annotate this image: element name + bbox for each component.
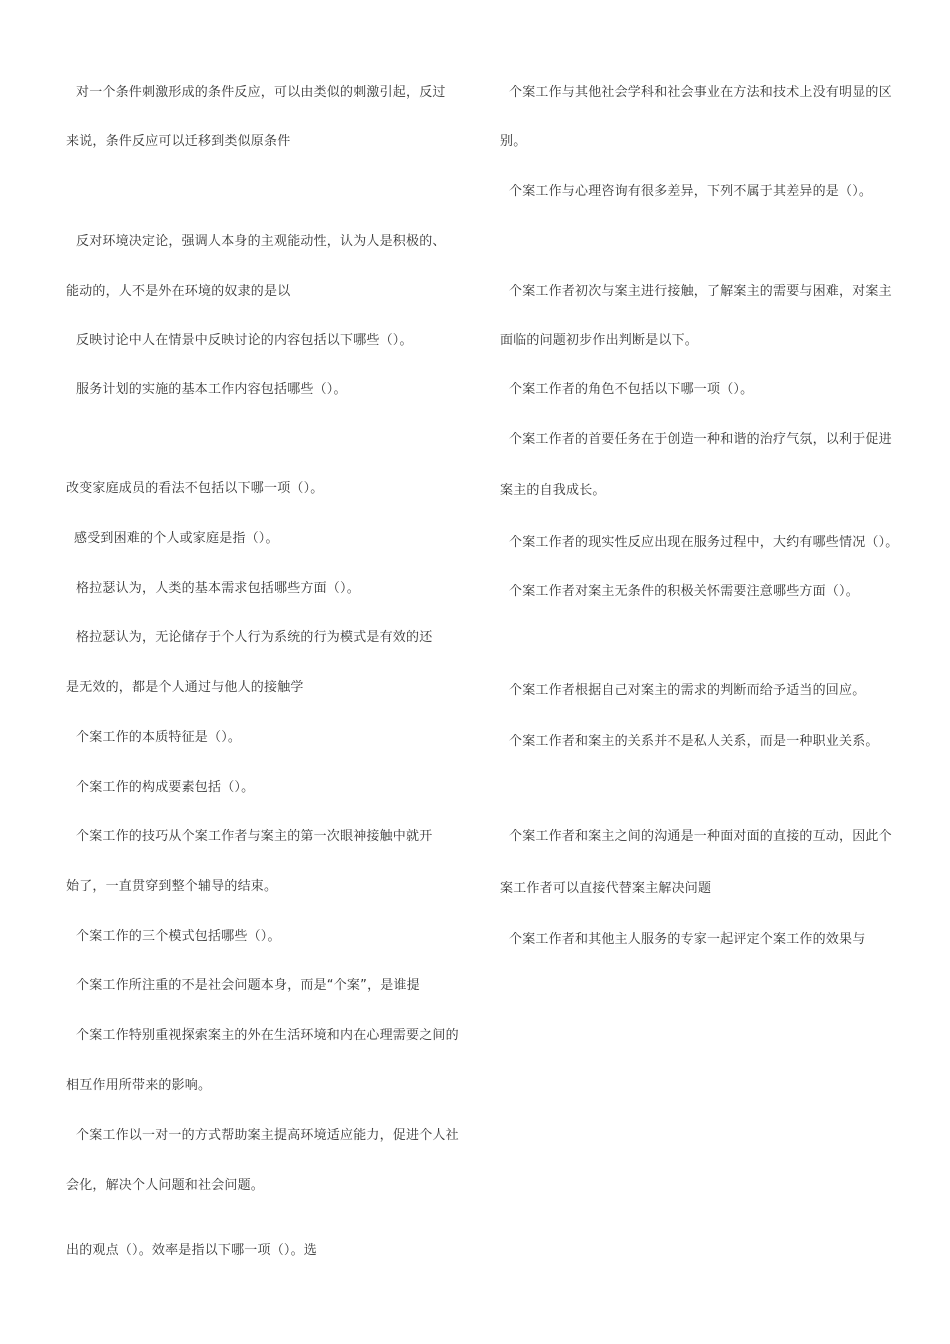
text-line: 个案工作与心理咨询有很多差异，下列不属于其差异的是（）。 bbox=[509, 184, 873, 199]
text-line: 个案工作的构成要素包括（）。 bbox=[76, 780, 255, 795]
text-line: 个案工作特别重视探索案主的外在生活环境和内在心理需要之间的 bbox=[76, 1028, 459, 1043]
text-line: 格拉瑟认为，人类的基本需求包括哪些方面（）。 bbox=[76, 581, 360, 596]
text-line: 个案工作的本质特征是（）。 bbox=[76, 730, 242, 745]
text-line: 别。 bbox=[500, 134, 527, 149]
text-line: 个案工作以一对一的方式帮助案主提高环境适应能力，促进个人社 bbox=[76, 1128, 459, 1143]
text-line: 对一个条件刺激形成的条件反应，可以由类似的刺激引起，反过 bbox=[76, 85, 446, 100]
text-line: 出的观点（）。效率是指以下哪一项（）。选 bbox=[66, 1243, 318, 1258]
text-line: 反对环境决定论，强调人本身的主观能动性，认为人是积极的、 bbox=[76, 234, 446, 249]
text-line: 个案工作的三个模式包括哪些（）。 bbox=[76, 929, 281, 944]
text-line: 个案工作者和案主之间的沟通是一种面对面的直接的互动，因此个 bbox=[509, 829, 892, 844]
text-line: 个案工作者和案主的关系并不是私人关系，而是一种职业关系。 bbox=[509, 734, 879, 749]
text-line: 始了，一直贯穿到整个辅导的结束。 bbox=[66, 879, 278, 894]
text-line: 个案工作者的现实性反应出现在服务过程中，大约有哪些情况（）。 bbox=[509, 535, 899, 550]
text-line: 案工作者可以直接代替案主解决问题 bbox=[500, 881, 712, 896]
text-line: 来说，条件反应可以迁移到类似原条件 bbox=[66, 134, 291, 149]
text-line: 会化，解决个人问题和社会问题。 bbox=[66, 1178, 265, 1193]
text-line: 个案工作者根据自己对案主的需求的判断而给予适当的回应。 bbox=[509, 683, 866, 698]
text-line: 反映讨论中人在情景中反映讨论的内容包括以下哪些（）。 bbox=[76, 333, 413, 348]
text-line: 个案工作的技巧从个案工作者与案主的第一次眼神接触中就开 bbox=[76, 829, 433, 844]
text-line: 案主的自我成长。 bbox=[500, 483, 606, 498]
text-line: 个案工作者的角色不包括以下哪一项（）。 bbox=[509, 382, 754, 397]
text-line: 服务计划的实施的基本工作内容包括哪些（）。 bbox=[76, 382, 347, 397]
text-line: 个案工作与其他社会学科和社会事业在方法和技术上没有明显的区 bbox=[509, 85, 892, 100]
text-line: 个案工作者对案主无条件的积极关怀需要注意哪些方面（）。 bbox=[509, 584, 859, 599]
text-line: 面临的问题初步作出判断是以下。 bbox=[500, 333, 699, 348]
text-line: 个案工作者初次与案主进行接触，了解案主的需要与困难，对案主 bbox=[509, 284, 892, 299]
text-line: 是无效的，都是个人通过与他人的接触学 bbox=[66, 680, 304, 695]
text-line: 格拉瑟认为，无论储存于个人行为系统的行为模式是有效的还 bbox=[76, 630, 433, 645]
text-line: 个案工作者和其他主人服务的专家一起评定个案工作的效果与 bbox=[509, 932, 866, 947]
text-line: 改变家庭成员的看法不包括以下哪一项（）。 bbox=[66, 481, 324, 496]
text-line: 个案工作所注重的不是社会问题本身，而是“个案”，是谁提 bbox=[76, 978, 420, 993]
text-line: 能动的，人不是外在环境的奴隶的是以 bbox=[66, 284, 291, 299]
text-line: 个案工作者的首要任务在于创造一种和谐的治疗气氛，以利于促进 bbox=[509, 432, 892, 447]
text-line: 感受到困难的个人或家庭是指（）。 bbox=[74, 531, 279, 546]
text-line: 相互作用所带来的影响。 bbox=[66, 1078, 212, 1093]
